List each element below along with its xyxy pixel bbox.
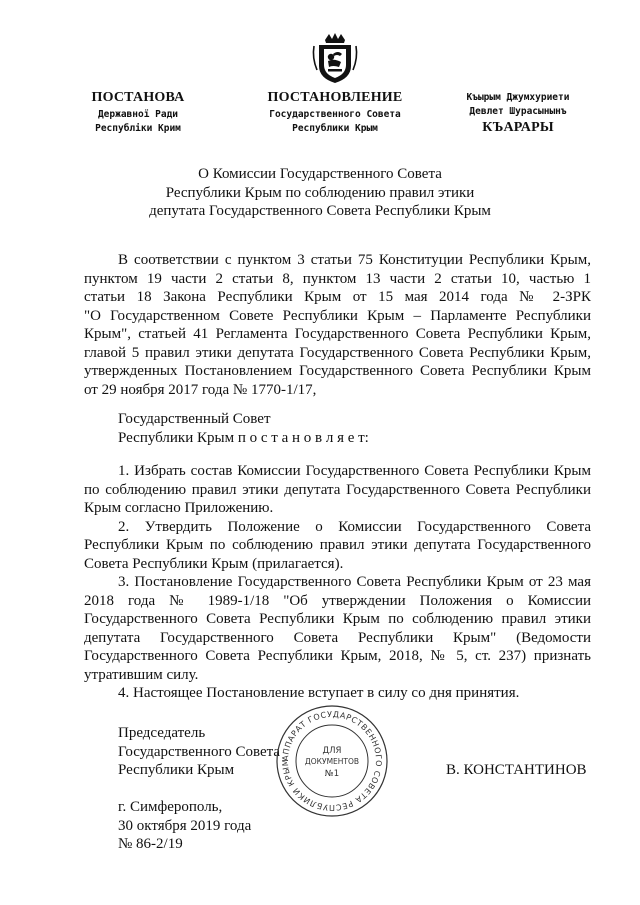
header-left-line1: Державної Ради <box>97 109 179 120</box>
header-left-title: ПОСТАНОВА <box>91 90 185 105</box>
header-center-line2: Республики Крым <box>292 123 378 134</box>
preamble-line: статьи 18 Закона Республики Крым от 15 мая 2014 года № 2-ЗРК <box>84 289 591 305</box>
signature-name: В. КОНСТАНТИНОВ <box>446 762 587 778</box>
header-left <box>78 90 198 136</box>
header-right <box>438 91 598 136</box>
signature-pos3: Республики Крым <box>118 762 235 778</box>
stamp-ring-text: АППАРАТ ГОСУДАРСТВЕННОГО СОВЕТА РЕСПУБЛИКИ КРЫМ <box>280 709 384 813</box>
item-line: Крым согласно Приложению. <box>84 500 274 516</box>
item-line: Государственного Совета Республики Крым, 2018, № 5, ст. 237) признать <box>84 648 591 664</box>
item-line: утратившим силу. <box>84 666 199 683</box>
item-2 <box>84 518 591 574</box>
footer-number: № 86-2/19 <box>118 836 183 852</box>
subject-line: депутата Государственного Совета Республики Крым <box>149 203 491 219</box>
preamble-line: "О Государственном Совете Республики Крым – Парламенте Республики <box>84 307 591 324</box>
item-line: Государственного Совета Республики Крым по соблюдению правил этики <box>84 611 591 627</box>
stamp-center3: №1 <box>324 769 340 779</box>
subject-line: О Комиссии Государственного Совета <box>198 166 442 182</box>
footer-city: г. Симферополь, <box>118 799 223 815</box>
item-line: депутата Государственного Совета Республики Крым" (Ведомости <box>84 629 591 646</box>
header-right-line1: Къырым Джумхуриети <box>466 92 570 103</box>
item-line: 2. Утвердить Положение о Комиссии Государственного Совета <box>118 518 591 535</box>
item-line: 2018 года № 1989-1/18 "Об утверждении Положения о Комиссии <box>84 592 591 609</box>
item-line: Республики Крым по соблюдению правил этики депутата Государственного <box>84 537 591 553</box>
item-line: 3. Постановление Государственного Совета Республики Крым от 23 мая <box>118 574 591 590</box>
emblem-icon <box>311 32 359 84</box>
header-left-line2: Республіки Крим <box>95 123 181 134</box>
official-stamp <box>274 703 390 819</box>
header-right-title: КЪАРАРЫ <box>482 120 554 135</box>
header-right-line2: Девлет Шурасынынъ <box>469 106 567 117</box>
footer-date: 30 октября 2019 года <box>118 817 252 834</box>
stamp-center2: ДОКУМЕНТОВ <box>304 757 360 766</box>
signature-pos2: Государственного Совета <box>118 743 281 760</box>
preamble-line: В соответствии с пунктом 3 статьи 75 Конституции Республики Крым, <box>118 252 591 268</box>
item-line: по соблюдению правил этики депутата Государственного Совета Республики <box>84 481 591 498</box>
document-subject <box>100 165 540 221</box>
signature-pos1: Председатель <box>118 725 206 741</box>
preamble-line: утвержденных Постановлением Государственного Совета Республики Крым <box>84 363 591 379</box>
item-line: 1. Избрать состав Комиссии Государственного Совета Республики Крым <box>118 463 591 479</box>
item-4 <box>84 684 591 703</box>
header-center-title: ПОСТАНОВЛЕНИЕ <box>267 90 403 105</box>
item-line: 4. Настоящее Постановление вступает в силу со дня принятия. <box>118 685 520 701</box>
header-center-line1: Государственного Совета <box>269 109 401 120</box>
stamp-center1: ДЛЯ <box>322 746 342 756</box>
preamble-line: от 29 ноября 2017 года № 1770-1/17, <box>84 381 317 398</box>
item-line: Совета Республики Крым (прилагается). <box>84 555 344 572</box>
item-3 <box>84 573 591 684</box>
resolves-block <box>118 410 518 447</box>
resolves-line1: Государственный Совет <box>118 411 271 427</box>
document-footer <box>118 798 251 854</box>
preamble-line: Крым", статьей 41 Регламента Государственного Совета Республики Крым, <box>84 326 591 342</box>
subject-line: Республики Крым по соблюдению правил этики <box>165 184 475 201</box>
header-center <box>255 90 415 136</box>
preamble <box>84 251 591 399</box>
preamble-line: пунктом 19 части 2 статьи 8, пунктом 13 части 2 статьи 10, частью 1 <box>84 270 591 287</box>
resolution-items <box>84 462 591 703</box>
resolves-line2: Республики Крым п о с т а н о в л я е т: <box>118 429 369 446</box>
signature-position <box>118 724 280 780</box>
preamble-line: главой 5 правил этики депутата Государственного Совета Республики Крым, <box>84 344 591 361</box>
item-1 <box>84 462 591 518</box>
